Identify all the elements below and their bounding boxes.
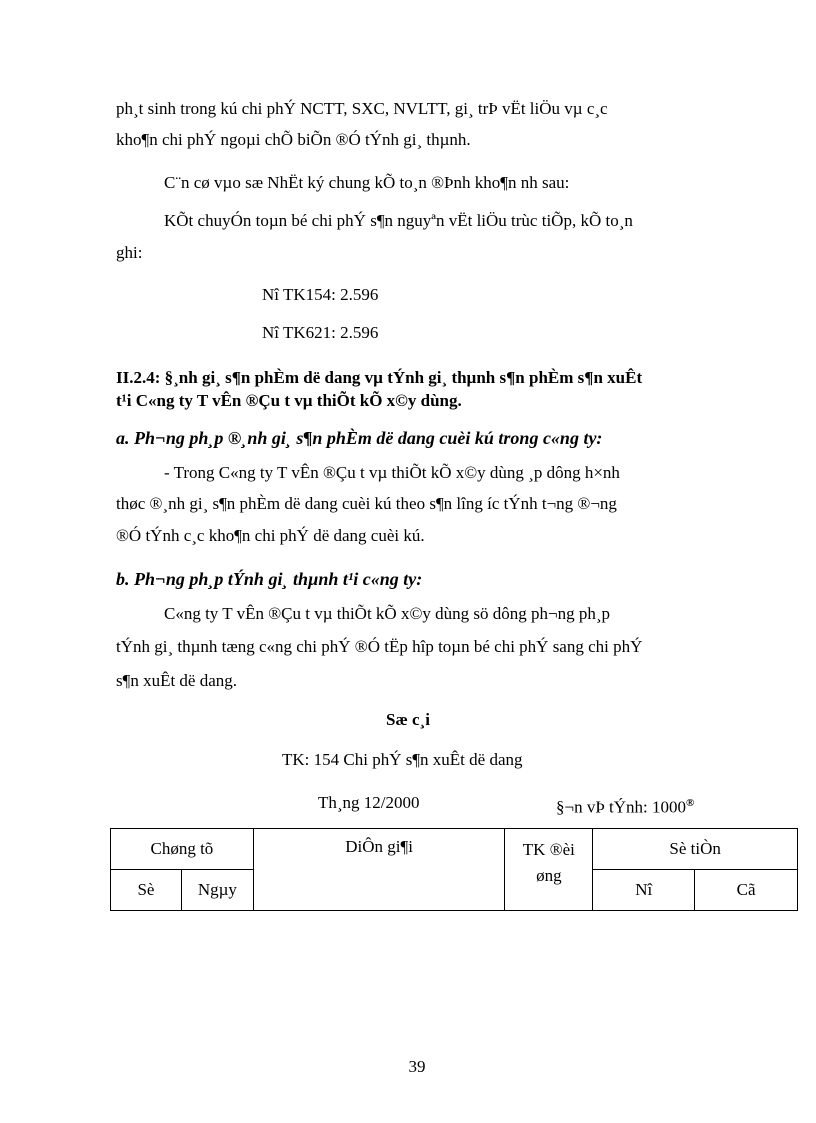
- header-amount: Sè tiÒn: [593, 829, 798, 870]
- paragraph-b-line-2: tÝnh gi¸ thµnh tæng c«ng chi phÝ ®Ó tËp hîp toµn bé chi phÝ sang chi phÝ: [116, 637, 643, 656]
- currency-symbol: ®: [686, 797, 695, 809]
- section-heading-line-2: t¹i C«ng ty T vÊn ®Çu t vµ thiÕt kÕ x©y dùng.: [116, 391, 462, 410]
- ledger-table: [110, 828, 798, 911]
- journal-entry-debit-154: Nî TK154: 2.596: [262, 285, 379, 304]
- ledger-month: Th¸ng 12/2000: [318, 793, 420, 812]
- section-heading-line-1: II.2.4: §¸nh gi¸ s¶n phÈm dë dang vµ tÝnh gi¸ thµnh s¶n phÈm s¶n xuÊt: [116, 368, 643, 387]
- subheading-a: a. Ph¬ng ph¸p ®¸nh gi¸ s¶n phÈm dë dang cuèi kú trong c«ng ty:: [116, 428, 603, 448]
- header-number: Sè: [111, 870, 182, 911]
- ledger-account: TK: 154 Chi phÝ s¶n xuÊt dë dang: [282, 750, 523, 769]
- header-contra-account: TK ®èi øng: [505, 829, 593, 911]
- header-debit: Nî: [593, 870, 695, 911]
- paragraph-1-line-2: kho¶n chi phÝ ngoµi chÕ biÕn ®Ó tÝnh gi¸ thµnh.: [116, 130, 471, 149]
- subheading-b: b. Ph¬ng ph¸p tÝnh gi¸ thµnh t¹i c«ng ty:: [116, 569, 423, 589]
- page-number: 39: [408, 1057, 426, 1076]
- paragraph-a-line-3: ®Ó tÝnh c¸c kho¶n chi phÝ dë dang cuèi kú.: [116, 526, 425, 545]
- paragraph-3-line-1: KÕt chuyÓn toµn bé chi phÝ s¶n nguyªn vËt liÖu trùc tiÕp, kÕ to¸n: [164, 211, 633, 230]
- header-date: Ngµy: [181, 870, 253, 911]
- ledger-title: Sæ c¸i: [386, 710, 430, 729]
- header-voucher: Chøng tõ: [111, 829, 254, 870]
- paragraph-b-line-1: C«ng ty T vÊn ®Çu t vµ thiÕt kÕ x©y dùng sö dông ph¬ng ph¸p: [164, 604, 610, 623]
- paragraph-b-line-3: s¶n xuÊt dë dang.: [116, 671, 238, 690]
- ledger-unit: [556, 792, 694, 819]
- header-description: DiÔn gi¶i: [253, 829, 505, 911]
- paragraph-2: C¨n cø vµo sæ NhËt ký chung kÕ to¸n ®Þnh kho¶n nh sau:: [164, 173, 570, 192]
- ledger-unit-text: §¬n vÞ tÝnh: 1000: [556, 797, 687, 817]
- table-header-row: [111, 829, 798, 870]
- header-credit: Cã: [695, 870, 798, 911]
- journal-entry-debit-621: Nî TK621: 2.596: [262, 323, 379, 342]
- paragraph-3-line-2: ghi:: [116, 243, 143, 262]
- paragraph-a-line-2: thøc ®¸nh gi¸ s¶n phÈm dë dang cuèi kú theo s¶n lîng íc tÝnh t¬ng ®¬ng: [116, 494, 617, 513]
- paragraph-1-line-1: ph¸t sinh trong kú chi phÝ NCTT, SXC, NVLTT, gi¸ trÞ vËt liÖu vµ c¸c: [116, 99, 608, 118]
- paragraph-a-line-1: - Trong C«ng ty T vÊn ®Çu t vµ thiÕt kÕ x©y dùng ¸p dông h×nh: [164, 463, 620, 482]
